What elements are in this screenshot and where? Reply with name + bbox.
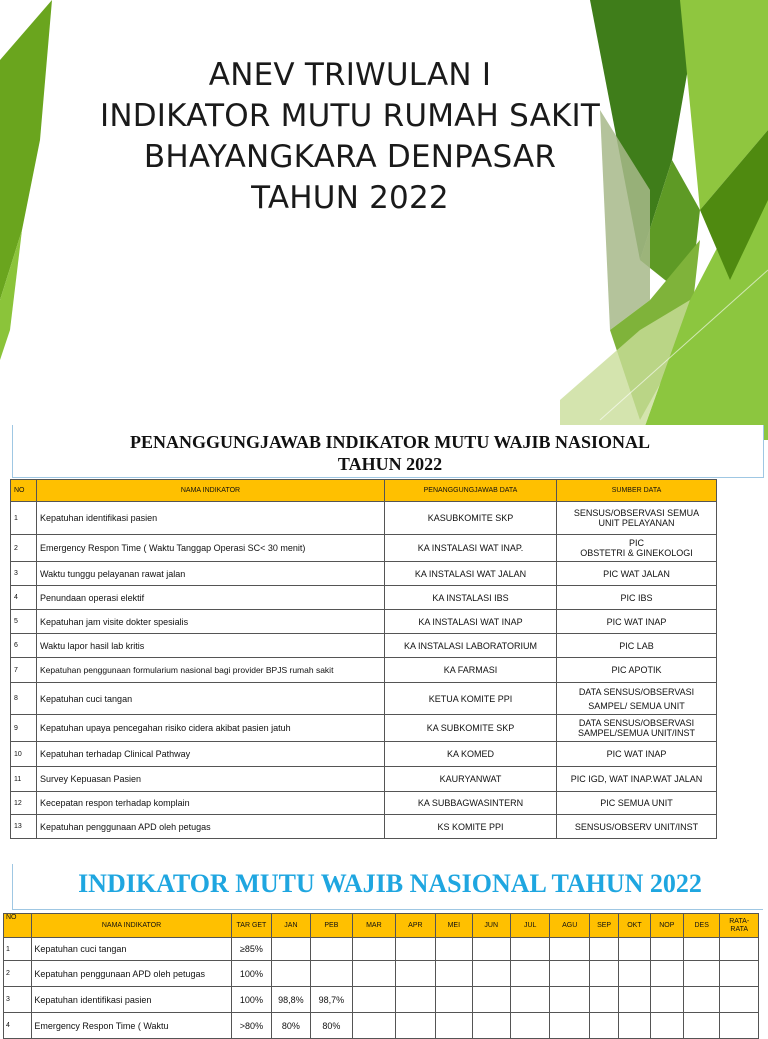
row-nama: Kepatuhan cuci tangan [37, 683, 385, 715]
row-target: >80% [231, 1013, 271, 1039]
empty-cell [550, 938, 589, 961]
row-sumber [557, 502, 717, 535]
col-okt: OKT [619, 914, 650, 938]
empty-cell [395, 961, 435, 987]
row-nama: Waktu lapor hasil lab kritis [37, 634, 385, 658]
row-sumber: PIC APOTIK [557, 658, 717, 683]
row-no: 11 [11, 767, 37, 792]
col-no: NO [4, 914, 32, 938]
row-nama: Waktu tunggu pelayanan rawat jalan [37, 562, 385, 586]
pj-table-header [11, 480, 717, 502]
row-no: 7 [11, 658, 37, 683]
col-nop: NOP [650, 914, 683, 938]
empty-cell [720, 987, 759, 1013]
row-pj: KA INSTALASI LABORATORIUM [385, 634, 557, 658]
row-nama: Kepatuhan cuci tangan [32, 938, 231, 961]
slide-title-line-3: BHAYANGKARA DENPASAR [143, 139, 557, 175]
col-agu: AGU [550, 914, 589, 938]
row-target: 100% [231, 961, 271, 987]
row-pj: KA FARMASI [385, 658, 557, 683]
table-row [11, 502, 717, 535]
row-sumber [557, 683, 717, 715]
row-no: 4 [4, 1013, 32, 1039]
pj-table [10, 479, 717, 839]
table-row [11, 535, 717, 562]
empty-cell [353, 987, 396, 1013]
empty-cell [510, 987, 549, 1013]
row-pj: KA INSTALASI IBS [385, 586, 557, 610]
row-sumber-line-2: SAMPEL/SEMUA UNIT/INST [577, 728, 696, 738]
table-row [4, 1013, 759, 1039]
row-sumber: PIC WAT INAP [557, 610, 717, 634]
col-peb: PEB [310, 914, 353, 938]
row-no: 6 [11, 634, 37, 658]
table-row [11, 715, 717, 742]
row-nama: Kepatuhan terhadap Clinical Pathway [37, 742, 385, 767]
row-jan [272, 961, 310, 987]
row-nama: Emergency Respon Time ( Waktu [32, 1013, 231, 1039]
col-rata-rata: RATA- RATA [720, 914, 759, 938]
empty-cell [436, 961, 472, 987]
col-penanggungjawab: PENANGGUNGJAWAB DATA [385, 480, 557, 502]
row-nama: Kepatuhan identifikasi pasien [37, 502, 385, 535]
col-apr: APR [395, 914, 435, 938]
empty-cell [650, 987, 683, 1013]
row-sumber-line-1: DATA SENSUS/OBSERVASI [578, 686, 695, 697]
row-nama: Kepatuhan identifikasi pasien [32, 987, 231, 1013]
table-row [11, 586, 717, 610]
empty-cell [395, 987, 435, 1013]
row-jan: 98,8% [272, 987, 310, 1013]
row-no: 2 [11, 535, 37, 562]
empty-cell [472, 938, 510, 961]
row-sumber-line-2: UNIT PELAYANAN [598, 518, 675, 528]
row-nama: Kepatuhan penggunaan formularium nasional bagi provider BPJS rumah sakit [37, 658, 385, 683]
table-row [11, 683, 717, 715]
empty-cell [650, 1013, 683, 1039]
empty-cell [395, 938, 435, 961]
row-no: 9 [11, 715, 37, 742]
empty-cell [619, 938, 650, 961]
empty-cell [436, 1013, 472, 1039]
slide-title-line-4: TAHUN 2022 [251, 180, 449, 216]
row-nama: Kepatuhan penggunaan APD oleh petugas [32, 961, 231, 987]
row-nama: Kepatuhan upaya pencegahan risiko cidera akibat pasien jatuh [37, 715, 385, 742]
row-no: 2 [4, 961, 32, 987]
empty-cell [353, 938, 396, 961]
empty-cell [589, 1013, 618, 1039]
empty-cell [684, 938, 720, 961]
empty-cell [550, 1013, 589, 1039]
row-no: 13 [11, 815, 37, 839]
row-pj: KETUA KOMITE PPI [385, 683, 557, 715]
col-des: DES [684, 914, 720, 938]
empty-cell [720, 961, 759, 987]
empty-cell [550, 987, 589, 1013]
col-no: NO [11, 480, 37, 502]
row-no: 5 [11, 610, 37, 634]
row-no: 4 [11, 586, 37, 610]
table-row [11, 658, 717, 683]
empty-cell [353, 961, 396, 987]
empty-cell [589, 961, 618, 987]
row-peb [310, 961, 353, 987]
row-pj: KA INSTALASI WAT INAP. [385, 535, 557, 562]
row-peb [310, 938, 353, 961]
row-sumber [557, 535, 717, 562]
empty-cell [650, 961, 683, 987]
empty-cell [589, 987, 618, 1013]
table-row [11, 610, 717, 634]
row-pj: KS KOMITE PPI [385, 815, 557, 839]
row-no: 8 [11, 683, 37, 715]
imut-table [3, 913, 759, 1039]
table-row [4, 987, 759, 1013]
row-no: 1 [4, 938, 32, 961]
row-sumber: PIC SEMUA UNIT [557, 792, 717, 815]
row-no: 3 [4, 987, 32, 1013]
row-sumber-line-2: OBSTETRI & GINEKOLOGI [580, 548, 693, 558]
col-jun: JUN [472, 914, 510, 938]
empty-cell [510, 961, 549, 987]
row-no: 10 [11, 742, 37, 767]
row-pj: KA SUBBAGWASINTERN [385, 792, 557, 815]
table-row [11, 634, 717, 658]
row-nama: Kepatuhan jam visite dokter spesialis [37, 610, 385, 634]
table-row [11, 767, 717, 792]
row-sumber [557, 715, 717, 742]
row-sumber-line-1: DATA SENSUS/OBSERVASI [578, 718, 695, 728]
row-pj: KA INSTALASI WAT JALAN [385, 562, 557, 586]
col-target: TAR GET [231, 914, 271, 938]
row-sumber: PIC WAT JALAN [557, 562, 717, 586]
empty-cell [720, 938, 759, 961]
row-no: 1 [11, 502, 37, 535]
row-sumber: PIC WAT INAP [557, 742, 717, 767]
table-row [11, 742, 717, 767]
row-pj: KA INSTALASI WAT INAP [385, 610, 557, 634]
slide-title [40, 55, 660, 219]
row-no: 3 [11, 562, 37, 586]
row-sumber-line-1: SENSUS/OBSERVASI SEMUA [573, 508, 700, 518]
row-nama: Survey Kepuasan Pasien [37, 767, 385, 792]
row-target: 100% [231, 987, 271, 1013]
empty-cell [472, 961, 510, 987]
imut-table-header [4, 914, 759, 938]
col-mei: MEI [436, 914, 472, 938]
empty-cell [436, 938, 472, 961]
empty-cell [684, 987, 720, 1013]
imut-section-title: INDIKATOR MUTU WAJIB NASIONAL TAHUN 2022 [78, 869, 702, 898]
row-nama: Kecepatan respon terhadap komplain [37, 792, 385, 815]
empty-cell [510, 1013, 549, 1039]
row-sumber-line-1: PIC [628, 538, 644, 548]
empty-cell [720, 1013, 759, 1039]
row-sumber: PIC IGD, WAT INAP.WAT JALAN [557, 767, 717, 792]
col-sumber-data: SUMBER DATA [557, 480, 717, 502]
empty-cell [619, 987, 650, 1013]
col-jan: JAN [272, 914, 310, 938]
slide-title-line-2: INDIKATOR MUTU RUMAH SAKIT [100, 98, 600, 134]
row-pj: KA SUBKOMITE SKP [385, 715, 557, 742]
row-peb: 98,7% [310, 987, 353, 1013]
table-row [4, 961, 759, 987]
col-sep: SEP [589, 914, 618, 938]
row-nama: Penundaan operasi elektif [37, 586, 385, 610]
row-peb: 80% [310, 1013, 353, 1039]
empty-cell [436, 987, 472, 1013]
row-pj: KA KOMED [385, 742, 557, 767]
row-nama: Emergency Respon Time ( Waktu Tanggap Operasi SC< 30 menit) [37, 535, 385, 562]
table-row [11, 815, 717, 839]
row-sumber: PIC IBS [557, 586, 717, 610]
row-jan: 80% [272, 1013, 310, 1039]
empty-cell [650, 938, 683, 961]
row-no: 12 [11, 792, 37, 815]
row-sumber: PIC LAB [557, 634, 717, 658]
pj-title-line-1: PENANGGUNGJAWAB INDIKATOR MUTU WAJIB NASIONAL [129, 432, 651, 452]
col-nama-indikator: NAMA INDIKATOR [37, 480, 385, 502]
empty-cell [353, 1013, 396, 1039]
pj-section-title [12, 431, 768, 475]
pj-title-line-2: TAHUN 2022 [337, 454, 443, 474]
row-pj: KAURYANWAT [385, 767, 557, 792]
slide-title-line-1: ANEV TRIWULAN I [208, 57, 492, 93]
empty-cell [472, 987, 510, 1013]
empty-cell [510, 938, 549, 961]
row-sumber-line-2: SAMPEL/ SEMUA UNIT [588, 700, 685, 711]
col-nama-indikator: NAMA INDIKATOR [32, 914, 231, 938]
empty-cell [619, 961, 650, 987]
row-pj: KASUBKOMITE SKP [385, 502, 557, 535]
col-jul: JUL [510, 914, 549, 938]
table-row [11, 562, 717, 586]
empty-cell [550, 961, 589, 987]
row-jan [272, 938, 310, 961]
table-row [4, 938, 759, 961]
table-row [11, 792, 717, 815]
row-sumber: SENSUS/OBSERV UNIT/INST [557, 815, 717, 839]
empty-cell [619, 1013, 650, 1039]
col-mar: MAR [353, 914, 396, 938]
empty-cell [472, 1013, 510, 1039]
empty-cell [684, 961, 720, 987]
row-target: ≥85% [231, 938, 271, 961]
empty-cell [589, 938, 618, 961]
row-nama: Kepatuhan penggunaan APD oleh petugas [37, 815, 385, 839]
empty-cell [395, 1013, 435, 1039]
empty-cell [684, 1013, 720, 1039]
